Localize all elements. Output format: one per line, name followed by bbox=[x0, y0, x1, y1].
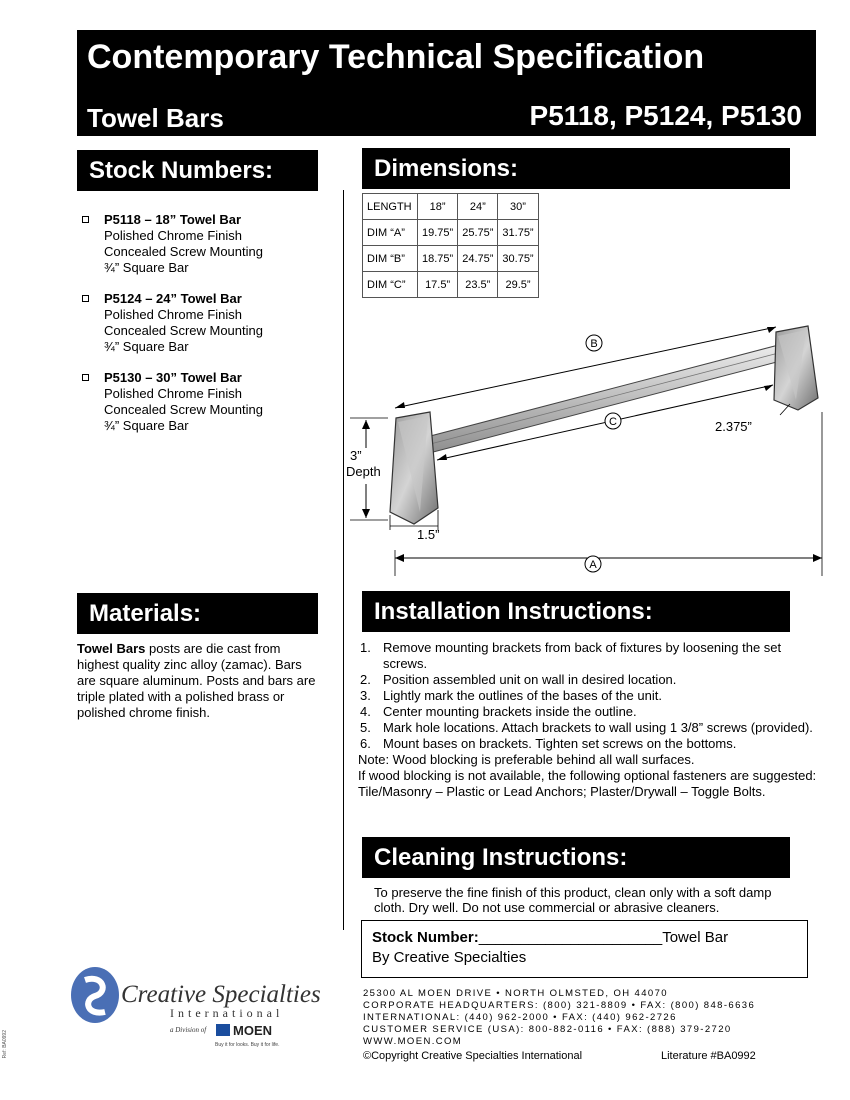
step-text: Remove mounting brackets from back of fixtures by loosening the set screws. bbox=[383, 640, 782, 671]
projection-dimension: 2.375” bbox=[715, 419, 752, 434]
table-cell: 19.75” bbox=[418, 220, 458, 246]
depth-label: Depth bbox=[346, 464, 381, 479]
logo-tagline: Buy it for looks. Buy it for life. bbox=[215, 1042, 280, 1048]
installation-text bbox=[358, 640, 818, 800]
installation-note-fasteners: If wood blocking is not available, the following optional fasteners are suggested: Tile/Masonry – Plastic or Lead Anchors; Plaster/Drywall – Toggle Bolts. bbox=[358, 768, 817, 799]
logo-brand: Creative Specialties bbox=[121, 981, 321, 1008]
header-banner bbox=[77, 30, 816, 136]
step-number: 2. bbox=[360, 672, 371, 687]
arrow-icon bbox=[813, 554, 822, 562]
step-number: 3. bbox=[360, 688, 371, 703]
list-item bbox=[358, 672, 818, 688]
stock-number-box bbox=[361, 920, 808, 978]
table-cell: 25.75” bbox=[458, 220, 498, 246]
table-cell: 31.75” bbox=[498, 220, 538, 246]
stock-number-label: Stock Number: bbox=[372, 929, 479, 946]
checkbox-bullet-icon bbox=[82, 295, 89, 302]
materials-heading: Materials: bbox=[77, 593, 318, 634]
literature-number: Literature #BA0992 bbox=[661, 1050, 756, 1062]
product-category: Towel Bars bbox=[87, 103, 224, 133]
list-item bbox=[358, 640, 818, 672]
materials-body: posts are die cast from highest quality zinc alloy (zamac). Bars are square aluminum. Posts and bars are triple plated with a polished brass or polished chrome finish. bbox=[77, 641, 316, 720]
stock-item bbox=[82, 370, 332, 434]
stock-item-mounting: Concealed Screw Mounting bbox=[104, 402, 263, 417]
stock-item-bar: ¾” Square Bar bbox=[104, 418, 189, 433]
step-number: 4. bbox=[360, 704, 371, 719]
arrow-icon bbox=[395, 402, 405, 408]
materials-lead: Towel Bars bbox=[77, 641, 146, 656]
company-address bbox=[363, 988, 755, 1048]
table-cell: 30.75” bbox=[498, 246, 538, 272]
stock-item bbox=[82, 291, 332, 355]
logo-sub: International bbox=[170, 1006, 284, 1020]
logo-moen: MOEN bbox=[233, 1023, 272, 1038]
arrow-icon bbox=[362, 509, 370, 518]
stock-number-suffix: Towel Bar bbox=[662, 929, 729, 946]
list-item bbox=[358, 688, 818, 704]
stock-item-finish: Polished Chrome Finish bbox=[104, 307, 243, 322]
stock-numbers-heading: Stock Numbers: bbox=[77, 150, 318, 191]
address-line: INTERNATIONAL: (440) 962-2000 • FAX: (440) 962-2726 bbox=[363, 1012, 677, 1023]
depth-value: 3” bbox=[350, 448, 362, 463]
list-item bbox=[358, 704, 818, 720]
installation-note: Note: Wood blocking is preferable behind all wall surfaces. bbox=[358, 752, 695, 767]
side-note: Ref: BA0992 bbox=[2, 1030, 8, 1059]
table-row bbox=[363, 272, 539, 298]
step-number: 1. bbox=[360, 640, 371, 655]
stock-item-finish: Polished Chrome Finish bbox=[104, 386, 243, 401]
label-b: B bbox=[590, 338, 598, 350]
stock-item-name: P5124 – 24” Towel Bar bbox=[104, 291, 242, 306]
table-cell: DIM “B” bbox=[363, 246, 418, 272]
table-cell: 23.5” bbox=[458, 272, 498, 298]
post-width-dimension: 1.5” bbox=[417, 527, 440, 542]
dimensions-heading: Dimensions: bbox=[362, 148, 790, 189]
table-cell: 24” bbox=[458, 194, 498, 220]
table-cell: 18” bbox=[418, 194, 458, 220]
leader-line bbox=[780, 404, 790, 415]
step-number: 6. bbox=[360, 736, 371, 751]
table-cell: 29.5” bbox=[498, 272, 538, 298]
cleaning-heading: Cleaning Instructions: bbox=[362, 837, 790, 878]
arrow-icon bbox=[437, 454, 447, 460]
table-cell: 17.5” bbox=[418, 272, 458, 298]
step-text: Position assembled unit on wall in desired location. bbox=[383, 672, 677, 687]
arrow-icon bbox=[395, 554, 404, 562]
materials-text bbox=[77, 641, 317, 721]
arrow-icon bbox=[362, 420, 370, 429]
stock-item-bar: ¾” Square Bar bbox=[104, 339, 189, 354]
creative-specialties-logo bbox=[65, 960, 325, 1060]
stock-item-name: P5130 – 30” Towel Bar bbox=[104, 370, 242, 385]
address-line: 25300 AL MOEN DRIVE • NORTH OLMSTED, OH 44070 bbox=[363, 988, 668, 999]
stock-number-by: By Creative Specialties bbox=[372, 949, 527, 966]
cleaning-text: To preserve the fine finish of this product, clean only with a soft damp cloth. Dry well. Do not use commercial or abrasive cleaners. bbox=[374, 885, 772, 915]
dimension-table bbox=[362, 193, 539, 298]
page-title: Contemporary Technical Specification bbox=[87, 38, 705, 76]
installation-heading: Installation Instructions: bbox=[362, 591, 790, 632]
step-text: Mount bases on brackets. Tighten set screws on the bottoms. bbox=[383, 736, 737, 751]
table-cell: 30” bbox=[498, 194, 538, 220]
label-a: A bbox=[589, 559, 597, 571]
moen-logo-icon bbox=[216, 1024, 230, 1036]
stock-item-bar: ¾” Square Bar bbox=[104, 260, 189, 275]
stock-item-mounting: Concealed Screw Mounting bbox=[104, 244, 263, 259]
logo-division: a Division of bbox=[170, 1026, 207, 1034]
table-row bbox=[363, 220, 539, 246]
table-cell: 18.75” bbox=[418, 246, 458, 272]
stock-item-mounting: Concealed Screw Mounting bbox=[104, 323, 263, 338]
table-cell: DIM “A” bbox=[363, 220, 418, 246]
list-item bbox=[358, 736, 818, 752]
stock-item bbox=[82, 212, 332, 276]
table-cell: DIM “C” bbox=[363, 272, 418, 298]
stock-list bbox=[82, 212, 332, 449]
copyright: ©Copyright Creative Specialties International bbox=[363, 1050, 583, 1062]
step-number: 5. bbox=[360, 720, 371, 735]
list-item bbox=[358, 720, 818, 736]
table-row bbox=[363, 194, 539, 220]
stock-item-name: P5118 – 18” Towel Bar bbox=[104, 212, 242, 227]
stock-item-finish: Polished Chrome Finish bbox=[104, 228, 243, 243]
address-line: CORPORATE HEADQUARTERS: (800) 321-8809 • FAX: (800) 848-6636 bbox=[363, 1000, 756, 1011]
installation-steps bbox=[358, 640, 818, 752]
step-text: Lightly mark the outlines of the bases of the unit. bbox=[383, 688, 662, 703]
table-cell: LENGTH bbox=[363, 194, 418, 220]
checkbox-bullet-icon bbox=[82, 216, 89, 223]
address-line: CUSTOMER SERVICE (USA): 800-882-0116 • FAX: (888) 379-2720 bbox=[363, 1024, 732, 1035]
arrow-icon bbox=[767, 327, 776, 333]
model-numbers: P5118, P5124, P5130 bbox=[529, 100, 802, 131]
step-text: Center mounting brackets inside the outline. bbox=[383, 704, 637, 719]
towel-bar-drawing bbox=[340, 300, 830, 585]
label-c: C bbox=[609, 416, 617, 428]
table-row bbox=[363, 246, 539, 272]
arrow-icon bbox=[764, 385, 773, 391]
table-cell: 24.75” bbox=[458, 246, 498, 272]
checkbox-bullet-icon bbox=[82, 374, 89, 381]
stock-number-blank: ______________________ bbox=[478, 929, 663, 946]
step-text: Mark hole locations. Attach brackets to wall using 1 3/8” screws (provided). bbox=[383, 720, 813, 735]
address-line: WWW.MOEN.COM bbox=[363, 1036, 463, 1047]
